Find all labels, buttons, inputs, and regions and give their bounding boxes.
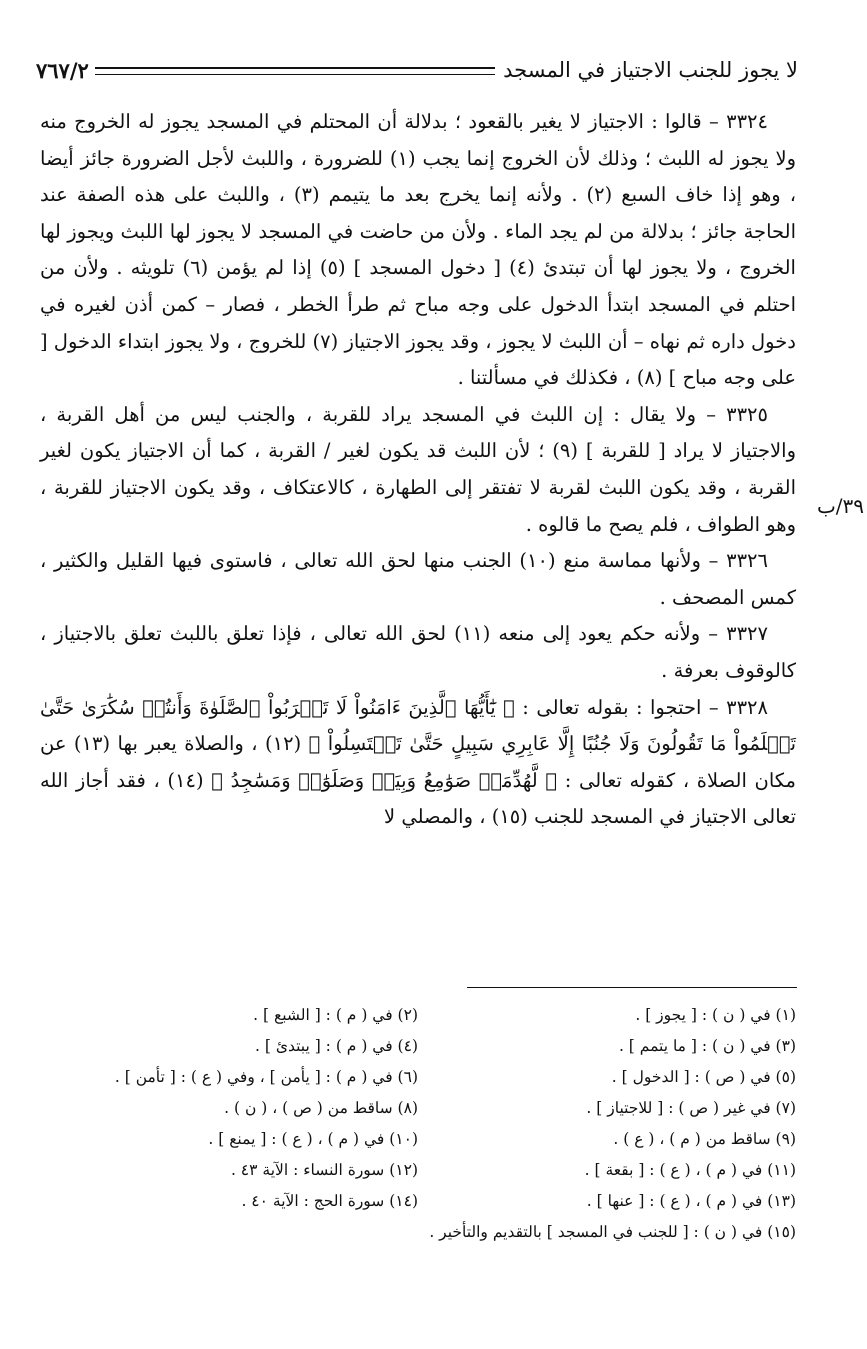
footnote: (٤) في ( م ) : [ يبتدئ ] . [255, 1037, 418, 1055]
footnote: (٣) في ( ن ) : [ ما يتمم ] . [618, 1037, 796, 1055]
footnotes [40, 1000, 796, 1248]
footnote-row [40, 1155, 796, 1186]
paragraph-3325: ٣٣٢٥ – ولا يقال : إن اللبث في المسجد يراد للقربة ، والجنب ليس من أهل القربة ، والاجتياز لا يراد [ للقربة ] (٩) ؛ لأن اللبث قد يكون لغير / القربة ، كما أن الاجتياز يكون لغير القربة ، وقد يكون اللبث لقربة لا تفتقر إلى الطهارة ، كالاعتكاف ، وقد يكون الاجتياز للقربة ، وهو الطواف ، فلم يصح ما قالوه . [40, 402, 796, 536]
footnote-separator [467, 987, 797, 988]
footnote: (٨) ساقط من ( ص ) ، ( ن ) . [224, 1099, 418, 1117]
footnote: (١٢) سورة النساء : الآية ٤٣ . [230, 1161, 418, 1179]
paragraph-3327: ٣٣٢٧ – ولأنه حكم يعود إلى منعه (١١) لحق الله تعالى ، فإذا تعلق باللبث تعلق بالاجتياز ، كالوقوف بعرفة . [40, 622, 796, 682]
paragraph-3326: ٣٣٢٦ – ولأنها مماسة منع (١٠) الجنب منها لحق الله تعالى ، فاستوى فيها القليل والكثير ، كمس المصحف . [40, 549, 796, 609]
chapter-title: لا يجوز للجنب الاجتياز في المسجد [503, 58, 798, 82]
footnote: (١٣) في ( م ) ، ( ع ) : [ عنها ] . [586, 1192, 796, 1210]
footnote: (٧) في غير ( ص ) : [ للاجتياز ] . [586, 1099, 796, 1117]
footnote: (٦) في ( م ) : [ يأمن ] ، وفي ( ع ) : [ تأمن ] . [114, 1068, 418, 1086]
footnote: (٥) في ( ص ) : [ الدخول ] . [611, 1068, 796, 1086]
footnote: (٢) في ( م ) : [ الشبع ] . [253, 1006, 418, 1024]
main-text [40, 104, 796, 836]
footnote-row [40, 1186, 796, 1217]
running-header [36, 50, 798, 90]
footnote-row [40, 1031, 796, 1062]
footnote: (١٥) في ( ن ) : [ للجنب في المسجد ] بالتقديم والتأخير . [429, 1223, 796, 1241]
footnote: (٩) ساقط من ( م ) ، ( ع ) . [613, 1130, 796, 1148]
manuscript-folio-marker: ٣٩/ب [816, 494, 864, 518]
footnote: (١) في ( ن ) : [ يجوز ] . [635, 1006, 796, 1024]
paragraph-3324: ٣٣٢٤ – قالوا : الاجتياز لا يغير بالقعود ؛ بدلالة أن المحتلم في المسجد يجوز له الخروج منه ولا يجوز له اللبث ؛ وذلك لأن الخروج إنما يجب (١) للضرورة ، واللبث لأجل الضرورة جائز أيضا ، وهو إذا خاف السبع (٢) . ولأنه إنما يخرج بعد ما يتيمم (٣) ، واللبث على هذه الصفة عند الحاجة جائز ؛ بدلالة من لم يجد الماء . ولأن من حاضت في المسجد لا يجوز لها اللبث ويجوز لها الخروج ، ولا يجوز لها أن تبتدئ (٤) [ دخول المسجد ] (٥) إذا لم يؤمن (٦) تلويثه . ولأن من احتلم في المسجد ابتدأ الدخول على وجه مباح ثم طرأ الخطر ، فصار – كمن أذن لغيره في دخول داره ثم نهاه – أن اللبث لا يجوز ، وقد يجوز الاجتياز (٧) للخروج ، ولا يجوز ابتداء الدخول [ على وجه مباح ] (٨) ، فكذلك في مسألتنا . [40, 110, 797, 390]
footnote-row [40, 1000, 796, 1031]
footnote: (١٤) سورة الحج : الآية ٤٠ . [241, 1192, 418, 1210]
footnote: (١١) في ( م ) ، ( ع ) : [ بقعة ] . [584, 1161, 796, 1179]
page-number: ٧٦٧/٢ [36, 57, 89, 83]
footnote-row [40, 1124, 796, 1155]
footnote-row [40, 1062, 796, 1093]
footnote: (١٠) في ( م ) ، ( ع ) : [ يمنع ] . [208, 1130, 418, 1148]
footnote-row [40, 1093, 796, 1124]
header-rule [95, 67, 495, 75]
paragraph-3328: ٣٣٢٨ – احتجوا : بقوله تعالى : ﴿ يَٰٓأَيُّهَا ٱلَّذِينَ ءَامَنُواْ لَا تَقۡرَبُواْ ٱلصَّلَوٰةَ وَأَنتُمۡ سُكَٰرَىٰ حَتَّىٰ تَعۡلَمُواْ مَا تَقُولُونَ وَلَا جُنُبًا إِلَّا عَابِرِي سَبِيلٍ حَتَّىٰ تَغۡتَسِلُواْ ﴾ (١٢) ، والصلاة يعبر بها (١٣) عن مكان الصلاة ، كقوله تعالى : ﴿ لَّهُدِّمَتۡ صَوَٰمِعُ وَبِيَعٞ وَصَلَوَٰتٞ وَمَسَٰجِدُ ﴾ (١٤) ، فقد أجاز الله تعالى الاجتياز في المسجد للجنب (١٥) ، والمصلي لا [40, 695, 797, 829]
